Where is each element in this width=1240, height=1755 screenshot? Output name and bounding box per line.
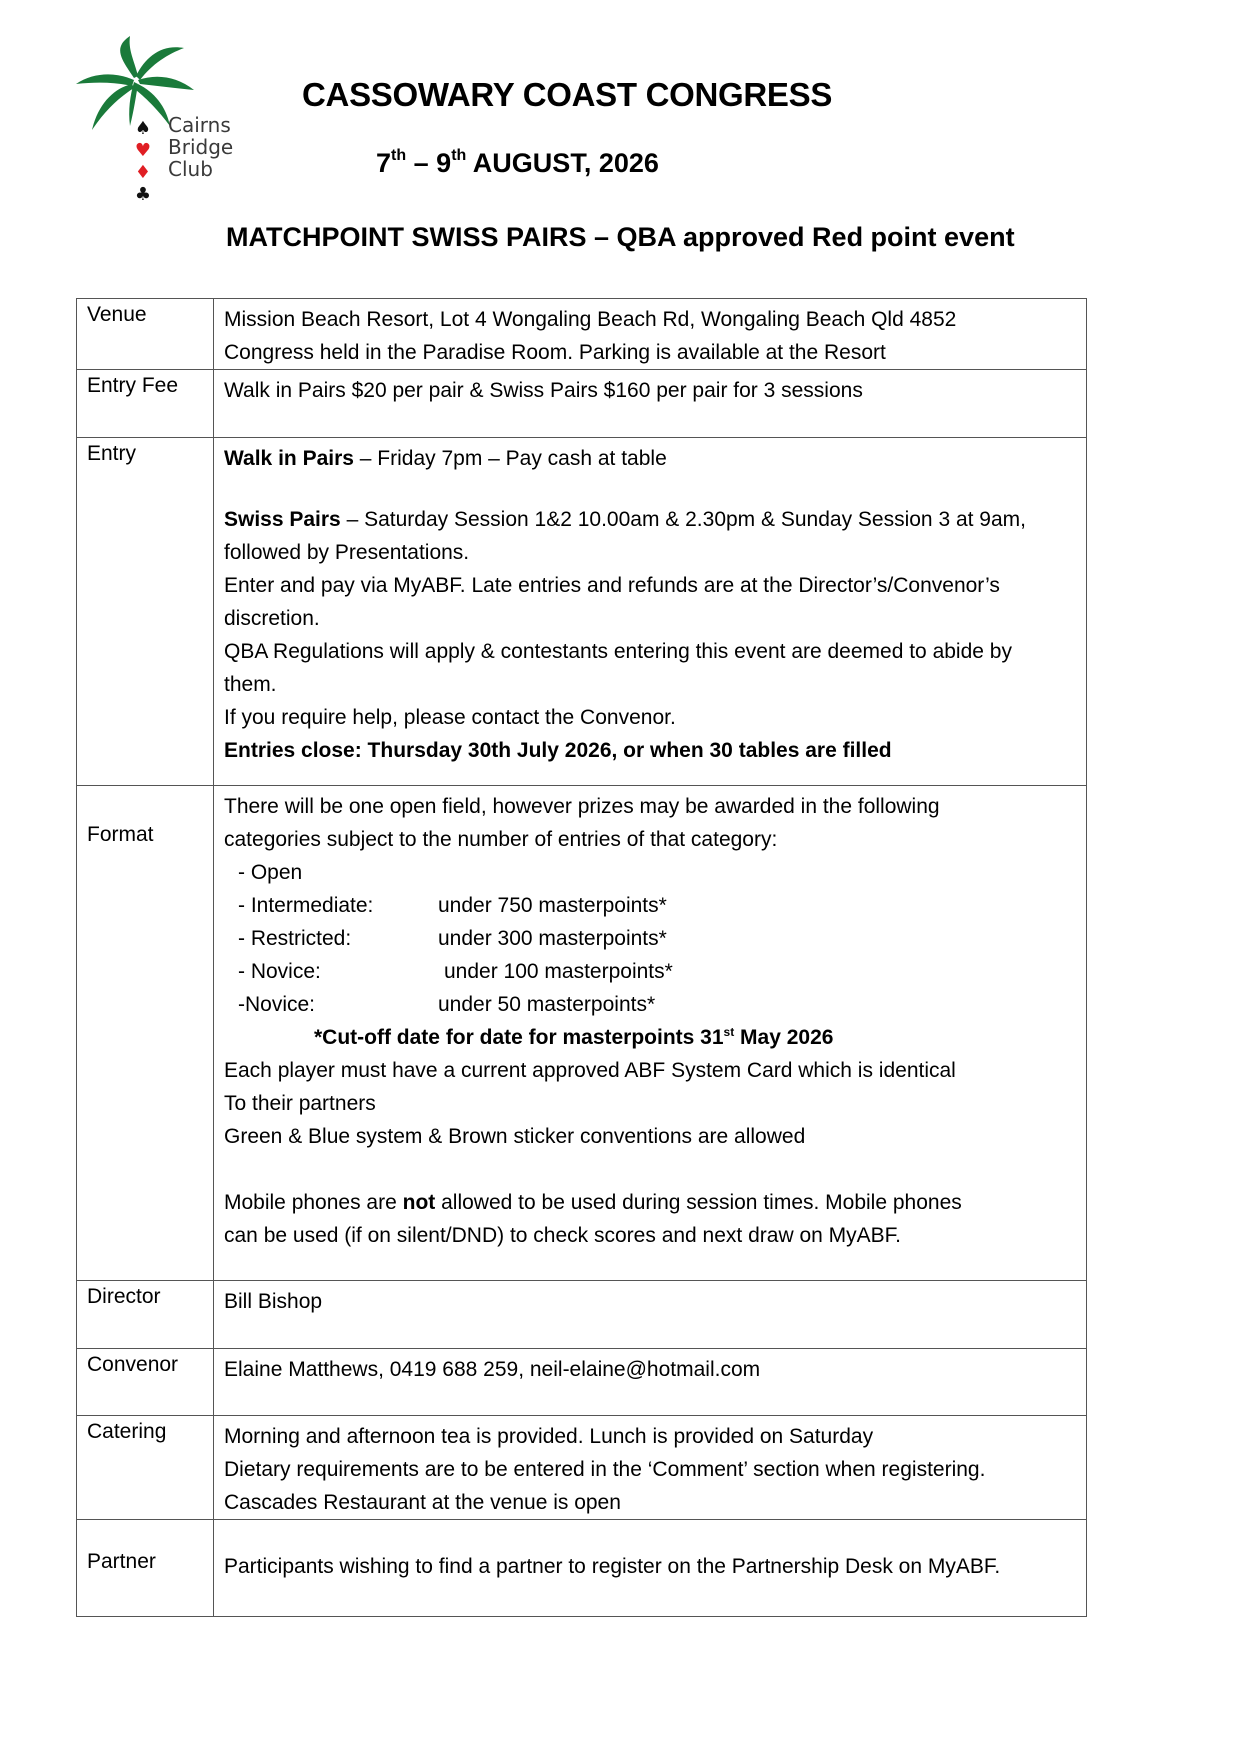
system-card-line: To their partners — [224, 1092, 376, 1115]
table-row-venue — [77, 299, 1087, 370]
row-label: Entry — [77, 438, 214, 786]
row-label: Catering — [77, 1416, 214, 1520]
catering-line: Cascades Restaurant at the venue is open — [224, 1491, 621, 1514]
venue-room: Congress held in the Paradise Room. Parking is available at the Resort — [224, 341, 886, 364]
entry-line: QBA Regulations will apply & contestants entering this event are deemed to abide by — [224, 640, 1012, 663]
category-item — [224, 856, 1076, 889]
cutoff-text: *Cut-off date for date for masterpoints 31 — [314, 1026, 724, 1049]
entry-line: Enter and pay via MyABF. Late entries and refunds are at the Director’s/Convenor’s — [224, 574, 1000, 597]
director-name: Bill Bishop — [224, 1290, 323, 1313]
row-value — [214, 438, 1087, 786]
club-logo — [72, 30, 252, 205]
category-limit: under 100 masterpoints* — [444, 960, 673, 983]
walk-in-pairs-info — [224, 442, 1076, 475]
date-end-suffix: th — [451, 147, 467, 164]
row-label: Director — [77, 1281, 214, 1349]
table-row-director — [77, 1281, 1087, 1349]
table-row-entry-fee — [77, 370, 1087, 438]
swiss-heading: Swiss Pairs — [224, 508, 341, 531]
entry-line: discretion. — [224, 607, 320, 630]
walk-in-heading: Walk in Pairs — [224, 447, 354, 470]
mobile-emphasis: not — [402, 1191, 436, 1214]
club-icon: ♣ — [134, 184, 152, 205]
table-row-entry — [77, 438, 1087, 786]
spade-icon: ♠ — [134, 118, 152, 139]
club-name — [168, 114, 233, 180]
swiss-pairs-info — [224, 503, 1076, 536]
category-name: - Restricted: — [238, 927, 352, 950]
table-row-partner — [77, 1520, 1087, 1617]
row-label: Venue — [77, 299, 214, 370]
document-title: CASSOWARY COAST CONGRESS — [302, 76, 833, 113]
mobile-text: Mobile phones are — [224, 1191, 403, 1214]
cutoff-suffix: st — [723, 1025, 735, 1039]
category-limit: under 750 masterpoints* — [438, 894, 667, 917]
category-item — [224, 988, 1076, 1021]
category-item — [224, 955, 1076, 988]
venue-address: Mission Beach Resort, Lot 4 Wongaling Beach Rd, Wongaling Beach Qld 4852 — [224, 308, 957, 331]
swiss-details: – Saturday Session 1&2 10.00am & 2.30pm & Sunday Session 3 at 9am, — [340, 508, 1026, 531]
date-month-year: AUGUST, 2026 — [466, 148, 659, 178]
catering-line: Dietary requirements are to be entered in the ‘Comment’ section when registering. — [224, 1458, 986, 1481]
format-intro: There will be one open field, however prizes may be awarded in the following — [224, 795, 940, 818]
date-start-day: 7 — [376, 148, 392, 178]
row-label: Format — [77, 786, 214, 1281]
table-row-convenor — [77, 1349, 1087, 1416]
category-item — [224, 922, 1076, 955]
mobile-phones-rule — [224, 1186, 1076, 1219]
cutoff-month: May 2026 — [734, 1026, 834, 1049]
spacer — [224, 1153, 1076, 1186]
date-end-day: 9 — [436, 148, 452, 178]
entry-line: them. — [224, 673, 277, 696]
row-value — [214, 299, 1087, 370]
system-card-line: Each player must have a current approved ABF System Card which is identical — [224, 1059, 956, 1082]
row-label: Convenor — [77, 1349, 214, 1416]
entry-fee-text: Walk in Pairs $20 per pair & Swiss Pairs $160 per pair for 3 sessions — [224, 379, 863, 402]
event-subtitle: MATCHPOINT SWISS PAIRS – QBA approved Red point event — [226, 222, 1015, 252]
convenor-contact: Elaine Matthews, 0419 688 259, neil-elaine@hotmail.com — [224, 1358, 761, 1381]
event-dates — [376, 148, 659, 179]
mobile-phones-rule-2: can be used (if on silent/DND) to check scores and next draw on MyABF. — [224, 1224, 901, 1247]
partner-info: Participants wishing to find a partner to register on the Partnership Desk on MyABF. — [224, 1555, 1001, 1578]
row-value — [214, 1520, 1087, 1617]
row-value — [214, 370, 1087, 438]
row-value — [214, 1416, 1087, 1520]
masterpoints-cutoff — [224, 1021, 1076, 1054]
date-dash: – — [406, 148, 437, 178]
conventions-line: Green & Blue system & Brown sticker conventions are allowed — [224, 1125, 806, 1148]
row-value — [214, 1349, 1087, 1416]
event-info-table — [76, 298, 1087, 1617]
format-intro: categories subject to the number of entries of that category: — [224, 828, 778, 851]
club-name-line: Cairns — [168, 113, 231, 137]
category-name: - Novice: — [238, 960, 321, 983]
card-suits — [132, 118, 154, 206]
row-value — [214, 1281, 1087, 1349]
club-name-line: Club — [168, 157, 213, 181]
category-limit: under 300 masterpoints* — [438, 927, 667, 950]
date-start-suffix: th — [391, 147, 407, 164]
row-label: Entry Fee — [77, 370, 214, 438]
category-name: -Novice: — [238, 993, 316, 1016]
walk-in-details: – Friday 7pm – Pay cash at table — [353, 447, 667, 470]
row-label: Partner — [77, 1520, 214, 1617]
row-value — [214, 786, 1087, 1281]
table-row-format — [77, 786, 1087, 1281]
category-item — [224, 889, 1076, 922]
mobile-text: allowed to be used during session times. Mobile phones — [435, 1191, 962, 1214]
entry-line: If you require help, please contact the Convenor. — [224, 706, 676, 729]
entries-close-text: Entries close: Thursday 30th July 2026, or when 30 tables are filled — [224, 739, 892, 762]
category-name: - Intermediate: — [238, 894, 374, 917]
catering-line: Morning and afternoon tea is provided. Lunch is provided on Saturday — [224, 1425, 874, 1448]
heart-icon: ♥ — [134, 140, 152, 161]
category-name: - Open — [238, 861, 303, 884]
table-row-catering — [77, 1416, 1087, 1520]
club-name-line: Bridge — [168, 135, 234, 159]
entry-line: followed by Presentations. — [224, 541, 470, 564]
diamond-icon: ♦ — [134, 162, 152, 183]
spacer — [224, 475, 1076, 503]
entries-close — [224, 734, 1076, 767]
category-limit: under 50 masterpoints* — [438, 993, 656, 1016]
